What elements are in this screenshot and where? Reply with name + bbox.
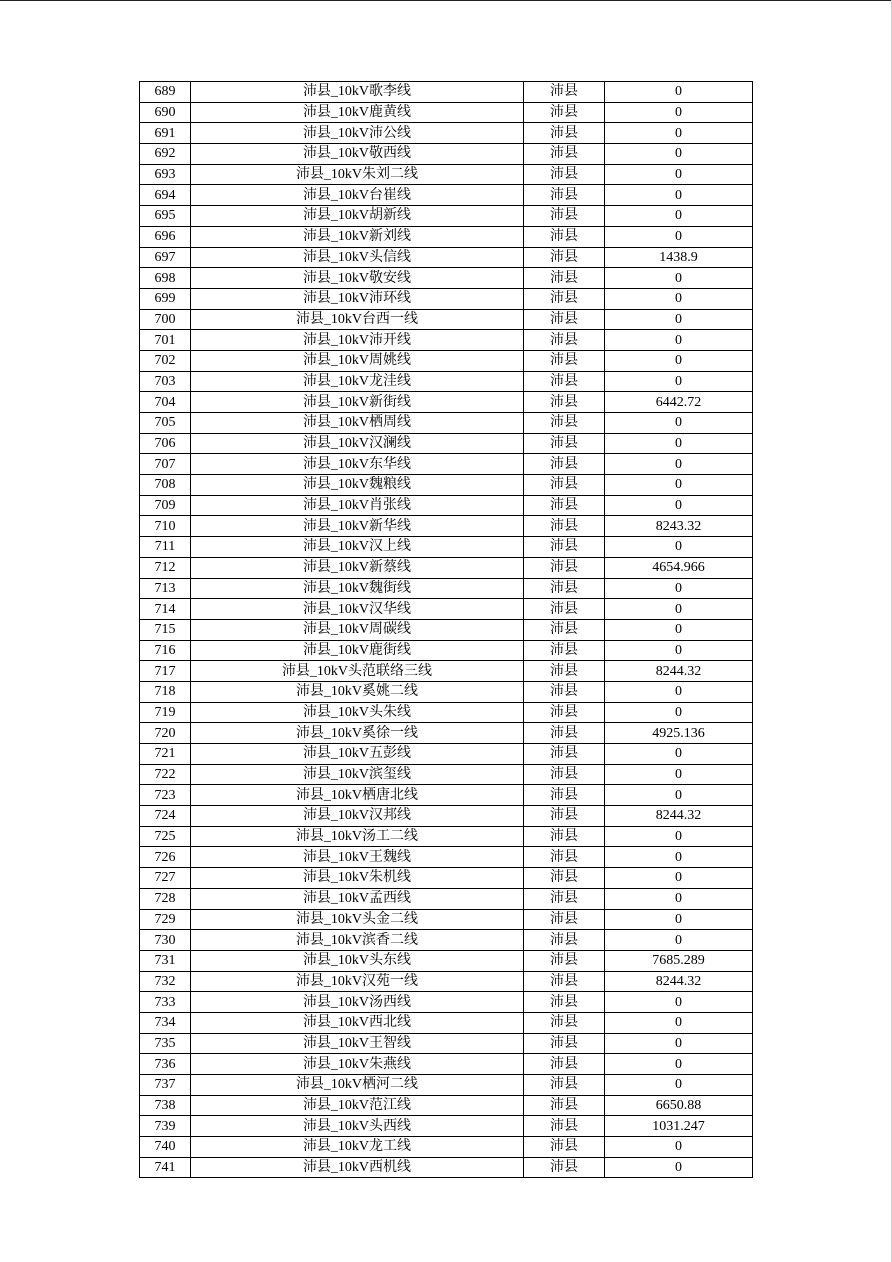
row-index-cell: 729 <box>140 909 191 930</box>
table-row <box>140 847 753 868</box>
table-row <box>140 454 753 475</box>
line-name-cell: 沛县_10kV台西一线 <box>191 309 524 330</box>
table-body <box>140 82 753 1178</box>
county-cell: 沛县 <box>524 640 605 661</box>
page-top-border <box>0 0 892 1</box>
row-index-cell: 720 <box>140 723 191 744</box>
table-row <box>140 1116 753 1137</box>
value-cell: 0 <box>605 764 753 785</box>
row-index-cell: 695 <box>140 206 191 227</box>
line-name-cell: 沛县_10kV东华线 <box>191 454 524 475</box>
value-cell: 8244.32 <box>605 971 753 992</box>
row-index-cell: 734 <box>140 1012 191 1033</box>
table-row <box>140 868 753 889</box>
table-row <box>140 247 753 268</box>
table-row <box>140 102 753 123</box>
county-cell: 沛县 <box>524 123 605 144</box>
county-cell: 沛县 <box>524 185 605 206</box>
row-index-cell: 699 <box>140 288 191 309</box>
row-index-cell: 724 <box>140 806 191 827</box>
value-cell: 0 <box>605 413 753 434</box>
value-cell: 0 <box>605 1137 753 1158</box>
line-name-cell: 沛县_10kV汉澜线 <box>191 433 524 454</box>
table-row <box>140 413 753 434</box>
table-row <box>140 268 753 289</box>
line-name-cell: 沛县_10kV周姚线 <box>191 350 524 371</box>
row-index-cell: 713 <box>140 578 191 599</box>
table-row <box>140 1075 753 1096</box>
county-cell: 沛县 <box>524 226 605 247</box>
table-row <box>140 309 753 330</box>
line-name-cell: 沛县_10kV歌李线 <box>191 82 524 103</box>
county-cell: 沛县 <box>524 992 605 1013</box>
table-row <box>140 516 753 537</box>
data-table <box>139 81 753 1178</box>
value-cell: 1438.9 <box>605 247 753 268</box>
row-index-cell: 691 <box>140 123 191 144</box>
county-cell: 沛县 <box>524 164 605 185</box>
value-cell: 6650.88 <box>605 1095 753 1116</box>
value-cell: 4925.136 <box>605 723 753 744</box>
row-index-cell: 730 <box>140 930 191 951</box>
value-cell: 0 <box>605 330 753 351</box>
county-cell: 沛县 <box>524 744 605 765</box>
line-name-cell: 沛县_10kV汉苑一线 <box>191 971 524 992</box>
table-row <box>140 702 753 723</box>
county-cell: 沛县 <box>524 309 605 330</box>
line-name-cell: 沛县_10kV魏粮线 <box>191 475 524 496</box>
row-index-cell: 716 <box>140 640 191 661</box>
row-index-cell: 732 <box>140 971 191 992</box>
row-index-cell: 694 <box>140 185 191 206</box>
value-cell: 1031.247 <box>605 1116 753 1137</box>
row-index-cell: 690 <box>140 102 191 123</box>
table-row <box>140 599 753 620</box>
county-cell: 沛县 <box>524 475 605 496</box>
line-name-cell: 沛县_10kV五彭线 <box>191 744 524 765</box>
row-index-cell: 696 <box>140 226 191 247</box>
line-name-cell: 沛县_10kV头朱线 <box>191 702 524 723</box>
value-cell: 0 <box>605 226 753 247</box>
table-row <box>140 330 753 351</box>
county-cell: 沛县 <box>524 826 605 847</box>
line-name-cell: 沛县_10kV朱机线 <box>191 868 524 889</box>
row-index-cell: 731 <box>140 950 191 971</box>
line-name-cell: 沛县_10kV滨玺线 <box>191 764 524 785</box>
table-row <box>140 537 753 558</box>
line-name-cell: 沛县_10kV奚姚二线 <box>191 681 524 702</box>
row-index-cell: 717 <box>140 661 191 682</box>
row-index-cell: 709 <box>140 495 191 516</box>
county-cell: 沛县 <box>524 516 605 537</box>
table-row <box>140 681 753 702</box>
value-cell: 0 <box>605 640 753 661</box>
line-name-cell: 沛县_10kV汤工二线 <box>191 826 524 847</box>
value-cell: 0 <box>605 681 753 702</box>
county-cell: 沛县 <box>524 723 605 744</box>
row-index-cell: 700 <box>140 309 191 330</box>
table-row <box>140 992 753 1013</box>
county-cell: 沛县 <box>524 619 605 640</box>
row-index-cell: 689 <box>140 82 191 103</box>
row-index-cell: 735 <box>140 1033 191 1054</box>
county-cell: 沛县 <box>524 661 605 682</box>
row-index-cell: 721 <box>140 744 191 765</box>
row-index-cell: 706 <box>140 433 191 454</box>
line-name-cell: 沛县_10kV龙洼线 <box>191 371 524 392</box>
line-name-cell: 沛县_10kV周碳线 <box>191 619 524 640</box>
row-index-cell: 698 <box>140 268 191 289</box>
table-row <box>140 971 753 992</box>
county-cell: 沛县 <box>524 82 605 103</box>
line-name-cell: 沛县_10kV头信线 <box>191 247 524 268</box>
row-index-cell: 738 <box>140 1095 191 1116</box>
county-cell: 沛县 <box>524 288 605 309</box>
table-row <box>140 475 753 496</box>
county-cell: 沛县 <box>524 1157 605 1178</box>
table-row <box>140 433 753 454</box>
line-name-cell: 沛县_10kV新街线 <box>191 392 524 413</box>
line-name-cell: 沛县_10kV西北线 <box>191 1012 524 1033</box>
line-name-cell: 沛县_10kV孟西线 <box>191 888 524 909</box>
county-cell: 沛县 <box>524 144 605 165</box>
row-index-cell: 711 <box>140 537 191 558</box>
value-cell: 0 <box>605 1157 753 1178</box>
line-name-cell: 沛县_10kV新华线 <box>191 516 524 537</box>
row-index-cell: 708 <box>140 475 191 496</box>
county-cell: 沛县 <box>524 764 605 785</box>
line-name-cell: 沛县_10kV范江线 <box>191 1095 524 1116</box>
value-cell: 0 <box>605 868 753 889</box>
table-row <box>140 226 753 247</box>
value-cell: 0 <box>605 454 753 475</box>
value-cell: 0 <box>605 1012 753 1033</box>
line-name-cell: 沛县_10kV朱刘二线 <box>191 164 524 185</box>
table-row <box>140 82 753 103</box>
county-cell: 沛县 <box>524 1012 605 1033</box>
value-cell: 4654.966 <box>605 557 753 578</box>
row-index-cell: 707 <box>140 454 191 475</box>
line-name-cell: 沛县_10kV头金二线 <box>191 909 524 930</box>
row-index-cell: 733 <box>140 992 191 1013</box>
table-row <box>140 1033 753 1054</box>
value-cell: 8243.32 <box>605 516 753 537</box>
value-cell: 0 <box>605 82 753 103</box>
value-cell: 0 <box>605 888 753 909</box>
line-name-cell: 沛县_10kV朱燕线 <box>191 1054 524 1075</box>
county-cell: 沛县 <box>524 702 605 723</box>
county-cell: 沛县 <box>524 537 605 558</box>
value-cell: 0 <box>605 433 753 454</box>
value-cell: 0 <box>605 826 753 847</box>
value-cell: 0 <box>605 744 753 765</box>
row-index-cell: 704 <box>140 392 191 413</box>
table-row <box>140 1012 753 1033</box>
county-cell: 沛县 <box>524 1075 605 1096</box>
value-cell: 0 <box>605 930 753 951</box>
county-cell: 沛县 <box>524 557 605 578</box>
value-cell: 0 <box>605 102 753 123</box>
row-index-cell: 740 <box>140 1137 191 1158</box>
line-name-cell: 沛县_10kV汉邦线 <box>191 806 524 827</box>
value-cell: 0 <box>605 702 753 723</box>
county-cell: 沛县 <box>524 888 605 909</box>
county-cell: 沛县 <box>524 868 605 889</box>
value-cell: 0 <box>605 619 753 640</box>
value-cell: 0 <box>605 288 753 309</box>
table-row <box>140 744 753 765</box>
table-row <box>140 1054 753 1075</box>
table-row <box>140 930 753 951</box>
table-row <box>140 1095 753 1116</box>
value-cell: 0 <box>605 1054 753 1075</box>
line-name-cell: 沛县_10kV栖周线 <box>191 413 524 434</box>
value-cell: 0 <box>605 578 753 599</box>
county-cell: 沛县 <box>524 371 605 392</box>
table-row <box>140 826 753 847</box>
line-name-cell: 沛县_10kV滨香二线 <box>191 930 524 951</box>
county-cell: 沛县 <box>524 1054 605 1075</box>
county-cell: 沛县 <box>524 930 605 951</box>
county-cell: 沛县 <box>524 330 605 351</box>
county-cell: 沛县 <box>524 909 605 930</box>
county-cell: 沛县 <box>524 1116 605 1137</box>
table-row <box>140 950 753 971</box>
line-name-cell: 沛县_10kV胡新线 <box>191 206 524 227</box>
county-cell: 沛县 <box>524 681 605 702</box>
value-cell: 0 <box>605 268 753 289</box>
row-index-cell: 726 <box>140 847 191 868</box>
county-cell: 沛县 <box>524 847 605 868</box>
table-row <box>140 723 753 744</box>
line-name-cell: 沛县_10kV新蔡线 <box>191 557 524 578</box>
row-index-cell: 739 <box>140 1116 191 1137</box>
table-row <box>140 785 753 806</box>
line-name-cell: 沛县_10kV汤西线 <box>191 992 524 1013</box>
line-name-cell: 沛县_10kV魏街线 <box>191 578 524 599</box>
table-row <box>140 1137 753 1158</box>
table-row <box>140 123 753 144</box>
row-index-cell: 705 <box>140 413 191 434</box>
line-name-cell: 沛县_10kV沛环线 <box>191 288 524 309</box>
table-row <box>140 578 753 599</box>
row-index-cell: 703 <box>140 371 191 392</box>
line-name-cell: 沛县_10kV栖唐北线 <box>191 785 524 806</box>
value-cell: 0 <box>605 992 753 1013</box>
table-row <box>140 909 753 930</box>
county-cell: 沛县 <box>524 578 605 599</box>
row-index-cell: 725 <box>140 826 191 847</box>
value-cell: 0 <box>605 144 753 165</box>
row-index-cell: 714 <box>140 599 191 620</box>
county-cell: 沛县 <box>524 785 605 806</box>
county-cell: 沛县 <box>524 1033 605 1054</box>
county-cell: 沛县 <box>524 495 605 516</box>
table-row <box>140 661 753 682</box>
line-name-cell: 沛县_10kV台崔线 <box>191 185 524 206</box>
table-row <box>140 640 753 661</box>
value-cell: 0 <box>605 1033 753 1054</box>
county-cell: 沛县 <box>524 1095 605 1116</box>
row-index-cell: 715 <box>140 619 191 640</box>
value-cell: 0 <box>605 1075 753 1096</box>
line-name-cell: 沛县_10kV头范联络三线 <box>191 661 524 682</box>
table-row <box>140 1157 753 1178</box>
table-row <box>140 806 753 827</box>
county-cell: 沛县 <box>524 206 605 227</box>
value-cell: 0 <box>605 309 753 330</box>
row-index-cell: 718 <box>140 681 191 702</box>
line-name-cell: 沛县_10kV鹿黄线 <box>191 102 524 123</box>
line-name-cell: 沛县_10kV头西线 <box>191 1116 524 1137</box>
row-index-cell: 737 <box>140 1075 191 1096</box>
line-name-cell: 沛县_10kV王智线 <box>191 1033 524 1054</box>
line-name-cell: 沛县_10kV王魏线 <box>191 847 524 868</box>
value-cell: 0 <box>605 371 753 392</box>
line-name-cell: 沛县_10kV头东线 <box>191 950 524 971</box>
county-cell: 沛县 <box>524 392 605 413</box>
county-cell: 沛县 <box>524 806 605 827</box>
value-cell: 0 <box>605 495 753 516</box>
row-index-cell: 719 <box>140 702 191 723</box>
value-cell: 8244.32 <box>605 806 753 827</box>
line-name-cell: 沛县_10kV西机线 <box>191 1157 524 1178</box>
county-cell: 沛县 <box>524 413 605 434</box>
row-index-cell: 741 <box>140 1157 191 1178</box>
table-row <box>140 185 753 206</box>
row-index-cell: 722 <box>140 764 191 785</box>
row-index-cell: 728 <box>140 888 191 909</box>
county-cell: 沛县 <box>524 102 605 123</box>
line-name-cell: 沛县_10kV敬西线 <box>191 144 524 165</box>
table-row <box>140 371 753 392</box>
county-cell: 沛县 <box>524 971 605 992</box>
line-name-cell: 沛县_10kV龙工线 <box>191 1137 524 1158</box>
line-name-cell: 沛县_10kV汉华线 <box>191 599 524 620</box>
value-cell: 7685.289 <box>605 950 753 971</box>
county-cell: 沛县 <box>524 454 605 475</box>
line-name-cell: 沛县_10kV汉上线 <box>191 537 524 558</box>
row-index-cell: 727 <box>140 868 191 889</box>
value-cell: 0 <box>605 785 753 806</box>
row-index-cell: 702 <box>140 350 191 371</box>
table-row <box>140 164 753 185</box>
row-index-cell: 712 <box>140 557 191 578</box>
row-index-cell: 736 <box>140 1054 191 1075</box>
county-cell: 沛县 <box>524 1137 605 1158</box>
table-row <box>140 288 753 309</box>
table-row <box>140 350 753 371</box>
county-cell: 沛县 <box>524 433 605 454</box>
table-row <box>140 392 753 413</box>
value-cell: 0 <box>605 164 753 185</box>
line-name-cell: 沛县_10kV奚徐一线 <box>191 723 524 744</box>
table-row <box>140 206 753 227</box>
county-cell: 沛县 <box>524 950 605 971</box>
line-name-cell: 沛县_10kV敬安线 <box>191 268 524 289</box>
line-name-cell: 沛县_10kV沛公线 <box>191 123 524 144</box>
county-cell: 沛县 <box>524 268 605 289</box>
value-cell: 0 <box>605 599 753 620</box>
county-cell: 沛县 <box>524 599 605 620</box>
table-row <box>140 888 753 909</box>
row-index-cell: 692 <box>140 144 191 165</box>
row-index-cell: 723 <box>140 785 191 806</box>
line-name-cell: 沛县_10kV栖河二线 <box>191 1075 524 1096</box>
value-cell: 0 <box>605 350 753 371</box>
value-cell: 0 <box>605 909 753 930</box>
row-index-cell: 710 <box>140 516 191 537</box>
table-row <box>140 557 753 578</box>
row-index-cell: 697 <box>140 247 191 268</box>
value-cell: 0 <box>605 185 753 206</box>
line-name-cell: 沛县_10kV沛开线 <box>191 330 524 351</box>
table-row <box>140 764 753 785</box>
table-row <box>140 144 753 165</box>
line-name-cell: 沛县_10kV鹿街线 <box>191 640 524 661</box>
value-cell: 0 <box>605 847 753 868</box>
county-cell: 沛县 <box>524 350 605 371</box>
value-cell: 0 <box>605 475 753 496</box>
table-row <box>140 495 753 516</box>
row-index-cell: 701 <box>140 330 191 351</box>
value-cell: 0 <box>605 206 753 227</box>
county-cell: 沛县 <box>524 247 605 268</box>
row-index-cell: 693 <box>140 164 191 185</box>
table-row <box>140 619 753 640</box>
value-cell: 8244.32 <box>605 661 753 682</box>
line-name-cell: 沛县_10kV肖张线 <box>191 495 524 516</box>
line-name-cell: 沛县_10kV新刘线 <box>191 226 524 247</box>
value-cell: 0 <box>605 123 753 144</box>
value-cell: 6442.72 <box>605 392 753 413</box>
value-cell: 0 <box>605 537 753 558</box>
